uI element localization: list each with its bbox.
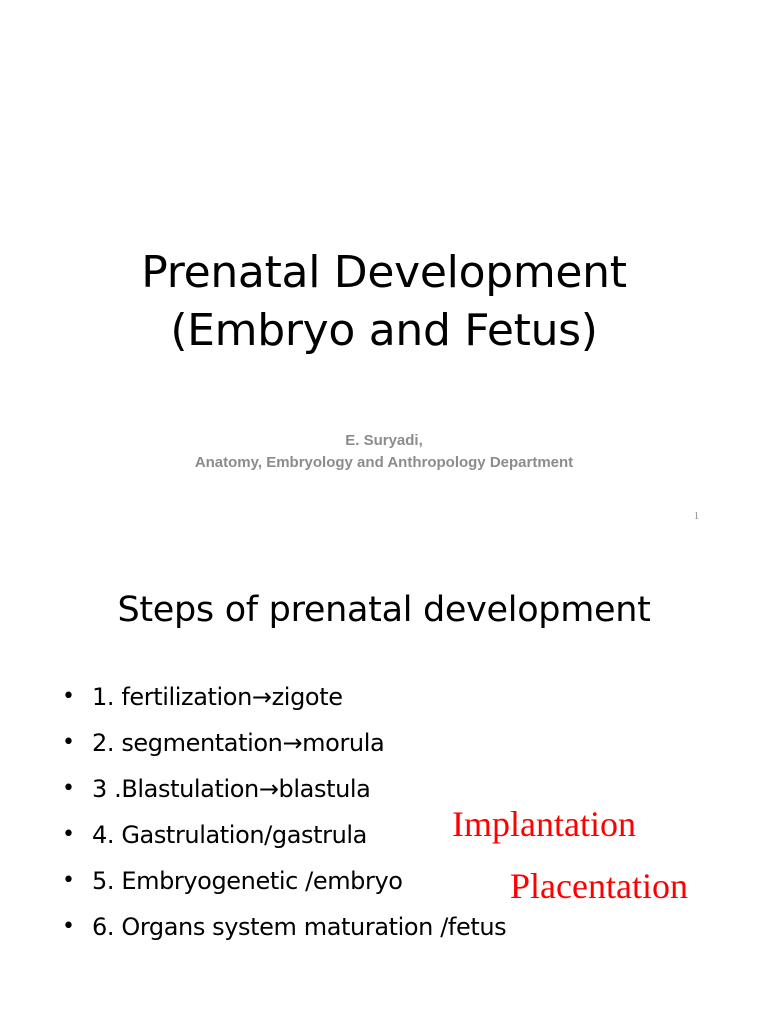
- list-item: [62, 720, 506, 766]
- list-item: [62, 674, 506, 720]
- bullet-icon: •: [62, 914, 75, 939]
- bullet-icon: •: [62, 730, 75, 755]
- step-text: 2. segmentation→morula: [92, 729, 385, 757]
- department-name: Anatomy, Embryology and Anthropology Department: [194, 454, 574, 471]
- placentation-annotation: Placentation: [510, 866, 688, 906]
- title-line-2: (Embryo and Fetus): [170, 305, 598, 356]
- bullet-icon: •: [62, 776, 75, 801]
- presentation-title: [0, 244, 768, 360]
- step-text: 6. Organs system maturation /fetus: [92, 913, 507, 941]
- list-item: [62, 812, 506, 858]
- step-text: 1. fertilization→zigote: [92, 683, 343, 711]
- list-item: [62, 904, 506, 950]
- bullet-icon: •: [62, 684, 75, 709]
- step-text: 5. Embryogenetic /embryo: [92, 867, 403, 895]
- author-block: [0, 430, 768, 474]
- slide-title: Steps of prenatal development: [117, 590, 651, 630]
- author-name: E. Suryadi,: [345, 432, 423, 449]
- list-item: [62, 858, 506, 904]
- implantation-annotation: Implantation: [452, 804, 636, 844]
- list-item: [62, 766, 506, 812]
- bullet-icon: •: [62, 868, 75, 893]
- steps-list: [62, 674, 506, 950]
- step-text: 3 .Blastulation→blastula: [92, 775, 371, 803]
- bullet-icon: •: [62, 822, 75, 847]
- page-number: 1: [694, 511, 699, 522]
- step-text: 4. Gastrulation/gastrula: [92, 821, 367, 849]
- title-line-1: Prenatal Development: [141, 247, 627, 298]
- steps-slide: [0, 540, 768, 1024]
